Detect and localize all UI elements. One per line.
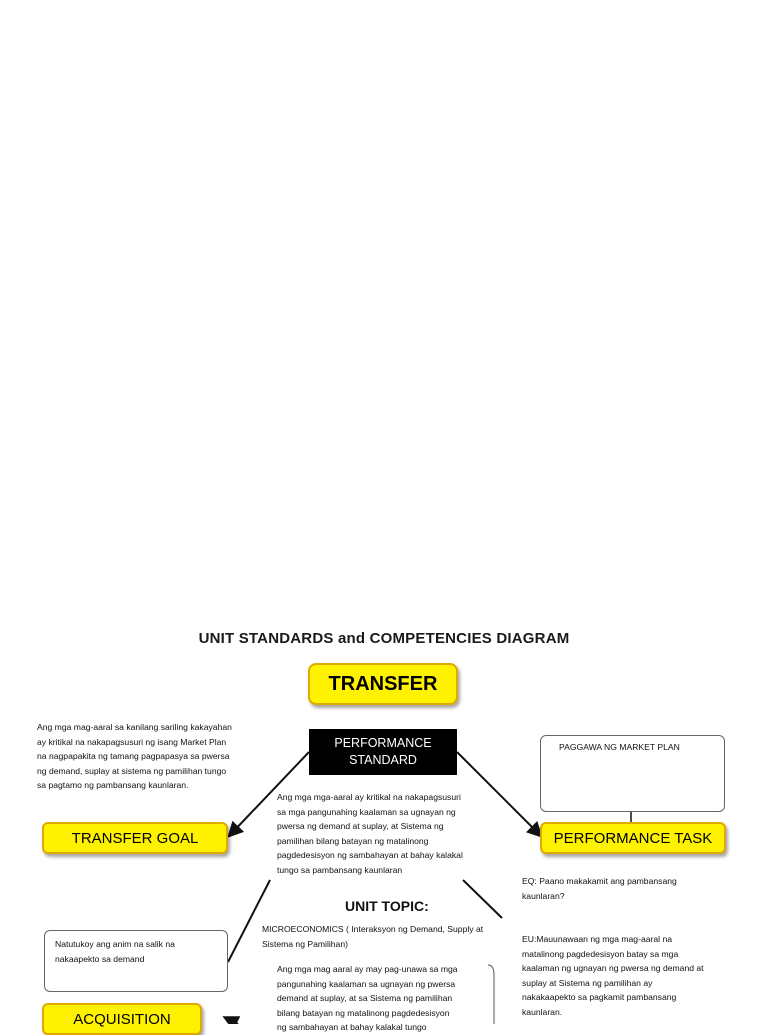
arrow-to-performance-task <box>457 752 540 835</box>
transfer-goal-text: Ang mga mag-aaral sa kanilang sariling kakayahan ay kritikal na nakapagsusuri ng isang Market Plan na nagpapakita ng tamang pagpapasya sa pwersa ng demand, suplay at sistema ng pamilihan tungo sa pagtamo ng pambansang kaunlaran. <box>37 722 232 790</box>
unit-topic-text: MICROECONOMICS ( Interaksyon ng Demand, Supply at Sistema ng Pamilihan) <box>262 924 484 949</box>
performance-standard-line1: PERFORMANCE <box>334 736 432 750</box>
transfer-goal-box: TRANSFER GOAL <box>42 822 228 854</box>
performance-task-box-text: PAGGAWA NG MARKET PLAN <box>559 742 680 752</box>
arrow-to-acquisition <box>226 1018 238 1024</box>
acquisition-competency-box: Natutukoy ang anim na salik na nakaapekto sa demand <box>44 930 228 992</box>
acquisition-description-text: Ang mga mag aaral ay may pag-unawa sa mga pangunahing kaalaman sa ugnayan ng pwersa demand at suplay, at sa Sistema ng pamilihan bilang batayan ng matalinong pagdedesisyon ng sambahayan at bahay kalakal tungo <box>277 964 458 1032</box>
performance-standard-text: Ang mga mga-aaral ay kritikal na nakapagsusuri sa mga pangunahing kaalaman sa ugnayan ng pwersa ng demand at suplay, at Sistema ng pamilihan bilang batayan ng matalinong pagdedesisyon ng sambahayan at bahay kalakal tungo sa pambansang kaunlaran <box>277 792 463 875</box>
transfer-box: TRANSFER <box>308 663 458 705</box>
enduring-understanding-text: EU:Mauunawaan ng mga mag-aaral na matalinong pagdedesisyon batay sa mga kaalaman ng ugnayan ng pwersa ng demand at suplay at Sistema ng pamilihan ay nakakaapekto sa pagkamit pambansang kaunlaran. <box>522 934 704 1017</box>
performance-task-label-box: PERFORMANCE TASK <box>540 822 726 854</box>
line-to-eu <box>463 880 502 918</box>
performance-standard-box <box>309 729 457 775</box>
bottom-bracket <box>488 965 494 1024</box>
performance-standard-line2: STANDARD <box>349 753 417 767</box>
essential-question-text: EQ: Paano makakamit ang pambansang kaunlaran? <box>522 876 677 901</box>
acquisition-box: ACQUISITION <box>42 1003 202 1035</box>
diagram-title: UNIT STANDARDS and COMPETENCIES DIAGRAM <box>198 630 570 647</box>
performance-task-box <box>540 735 725 812</box>
unit-topic-label: UNIT TOPIC: <box>345 898 429 914</box>
